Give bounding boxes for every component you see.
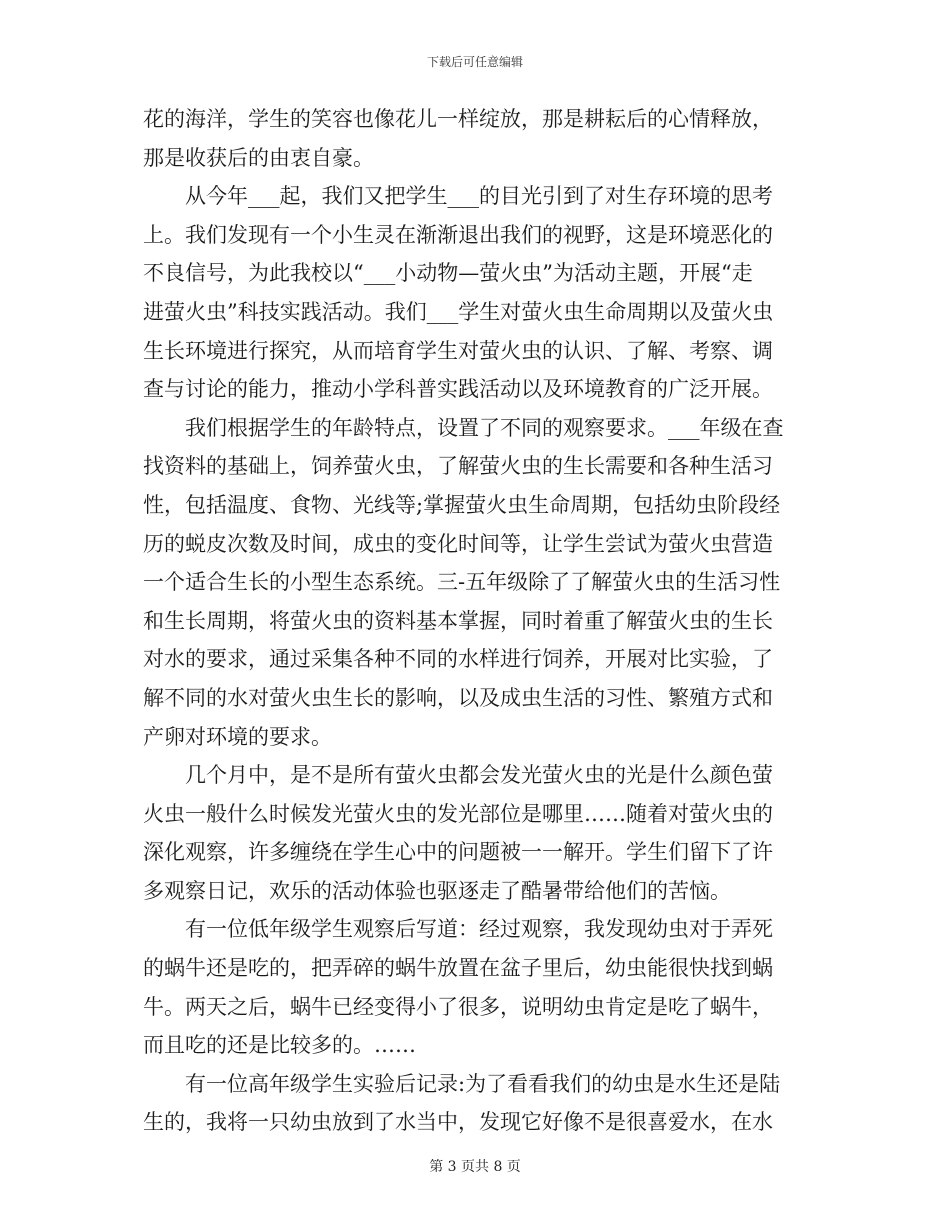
- text-line: 深化观察，许多缠绕在学生心中的问题被一一解开。学生们留下了许: [143, 840, 773, 865]
- text-line: 查与讨论的能力，推动小学科普实践活动以及环境教育的广泛开展。: [143, 377, 773, 402]
- page-header: 下载后可任意编辑: [426, 55, 523, 69]
- text-line: 多观察日记，欢乐的活动体验也驱逐走了酷暑带给他们的苦恼。: [143, 878, 731, 903]
- text-line: 和生长周期，将萤火虫的资料基本掌握，同时着重了解萤火虫的生长: [143, 608, 773, 633]
- text-line: 产卵对环境的要求。: [143, 724, 332, 749]
- text-line: 牛。两天之后，蜗牛已经变得小了很多，说明幼虫肯定是吃了蜗牛，: [143, 994, 773, 1019]
- text-line: 生长环境进行探究，从而培育学生对萤火虫的认识、了解、考察、调: [143, 338, 773, 363]
- text-line: 不良信号，为此我校以“___小动物—萤火虫”为活动主题，开展“走: [143, 261, 753, 286]
- document-body: [143, 100, 807, 1142]
- text-line: 解不同的水对萤火虫生长的影响，以及成虫生活的习性、繁殖方式和: [143, 685, 773, 710]
- text-line: 的蜗牛还是吃的，把弄碎的蜗牛放置在盆子里后，幼虫能很快找到蜗: [143, 956, 773, 981]
- text-line: 火虫一般什么时候发光萤火虫的发光部位是哪里……随着对萤火虫的: [143, 801, 773, 826]
- text-line: 有一位低年级学生观察后写道：经过观察，我发现幼虫对于弄死: [185, 917, 773, 942]
- text-line: 花的海洋，学生的笑容也像花儿一样绽放，那是耕耘后的心情释放，: [143, 107, 773, 131]
- text-line: 上。我们发现有一个小生灵在渐渐退出我们的视野，这是环境恶化的: [143, 222, 773, 247]
- text-line: 而且吃的还是比较多的。……: [143, 1033, 416, 1058]
- text-line: 一个适合生长的小型生态系统。三-五年级除了了解萤火虫的生活习性: [143, 570, 781, 595]
- text-line: 对水的要求，通过采集各种不同的水样进行饲养，开展对比实验，了: [143, 647, 773, 672]
- text-line: 进萤火虫”科技实践活动。我们___学生对萤火虫生命周期以及萤火虫: [143, 299, 774, 324]
- text-line: 性，包括温度、食物、光线等;掌握萤火虫生命周期，包括幼虫阶段经: [143, 492, 781, 517]
- text-line: 我们根据学生的年龄特点，设置了不同的观察要求。___年级在查: [185, 415, 784, 440]
- text-line: 有一位高年级学生实验后记录:为了看看我们的幼虫是水生还是陆: [185, 1071, 781, 1096]
- page-footer: 第 3 页共 8 页: [429, 1159, 521, 1175]
- text-line: 几个月中，是不是所有萤火虫都会发光萤火虫的光是什么颜色萤: [185, 763, 773, 788]
- text-line: 从今年___起，我们又把学生___的目光引到了对生存环境的思考: [185, 184, 773, 209]
- text-line: 历的蜕皮次数及时间，成虫的变化时间等，让学生尝试为萤火虫营造: [143, 531, 773, 556]
- text-line: 找资料的基础上，饲养萤火虫，了解萤火虫的生长需要和各种生活习: [143, 454, 773, 479]
- text-line: 那是收获后的由衷自豪。: [143, 145, 374, 170]
- text-line: 生的，我将一只幼虫放到了水当中，发现它好像不是很喜爱水，在水: [143, 1110, 773, 1135]
